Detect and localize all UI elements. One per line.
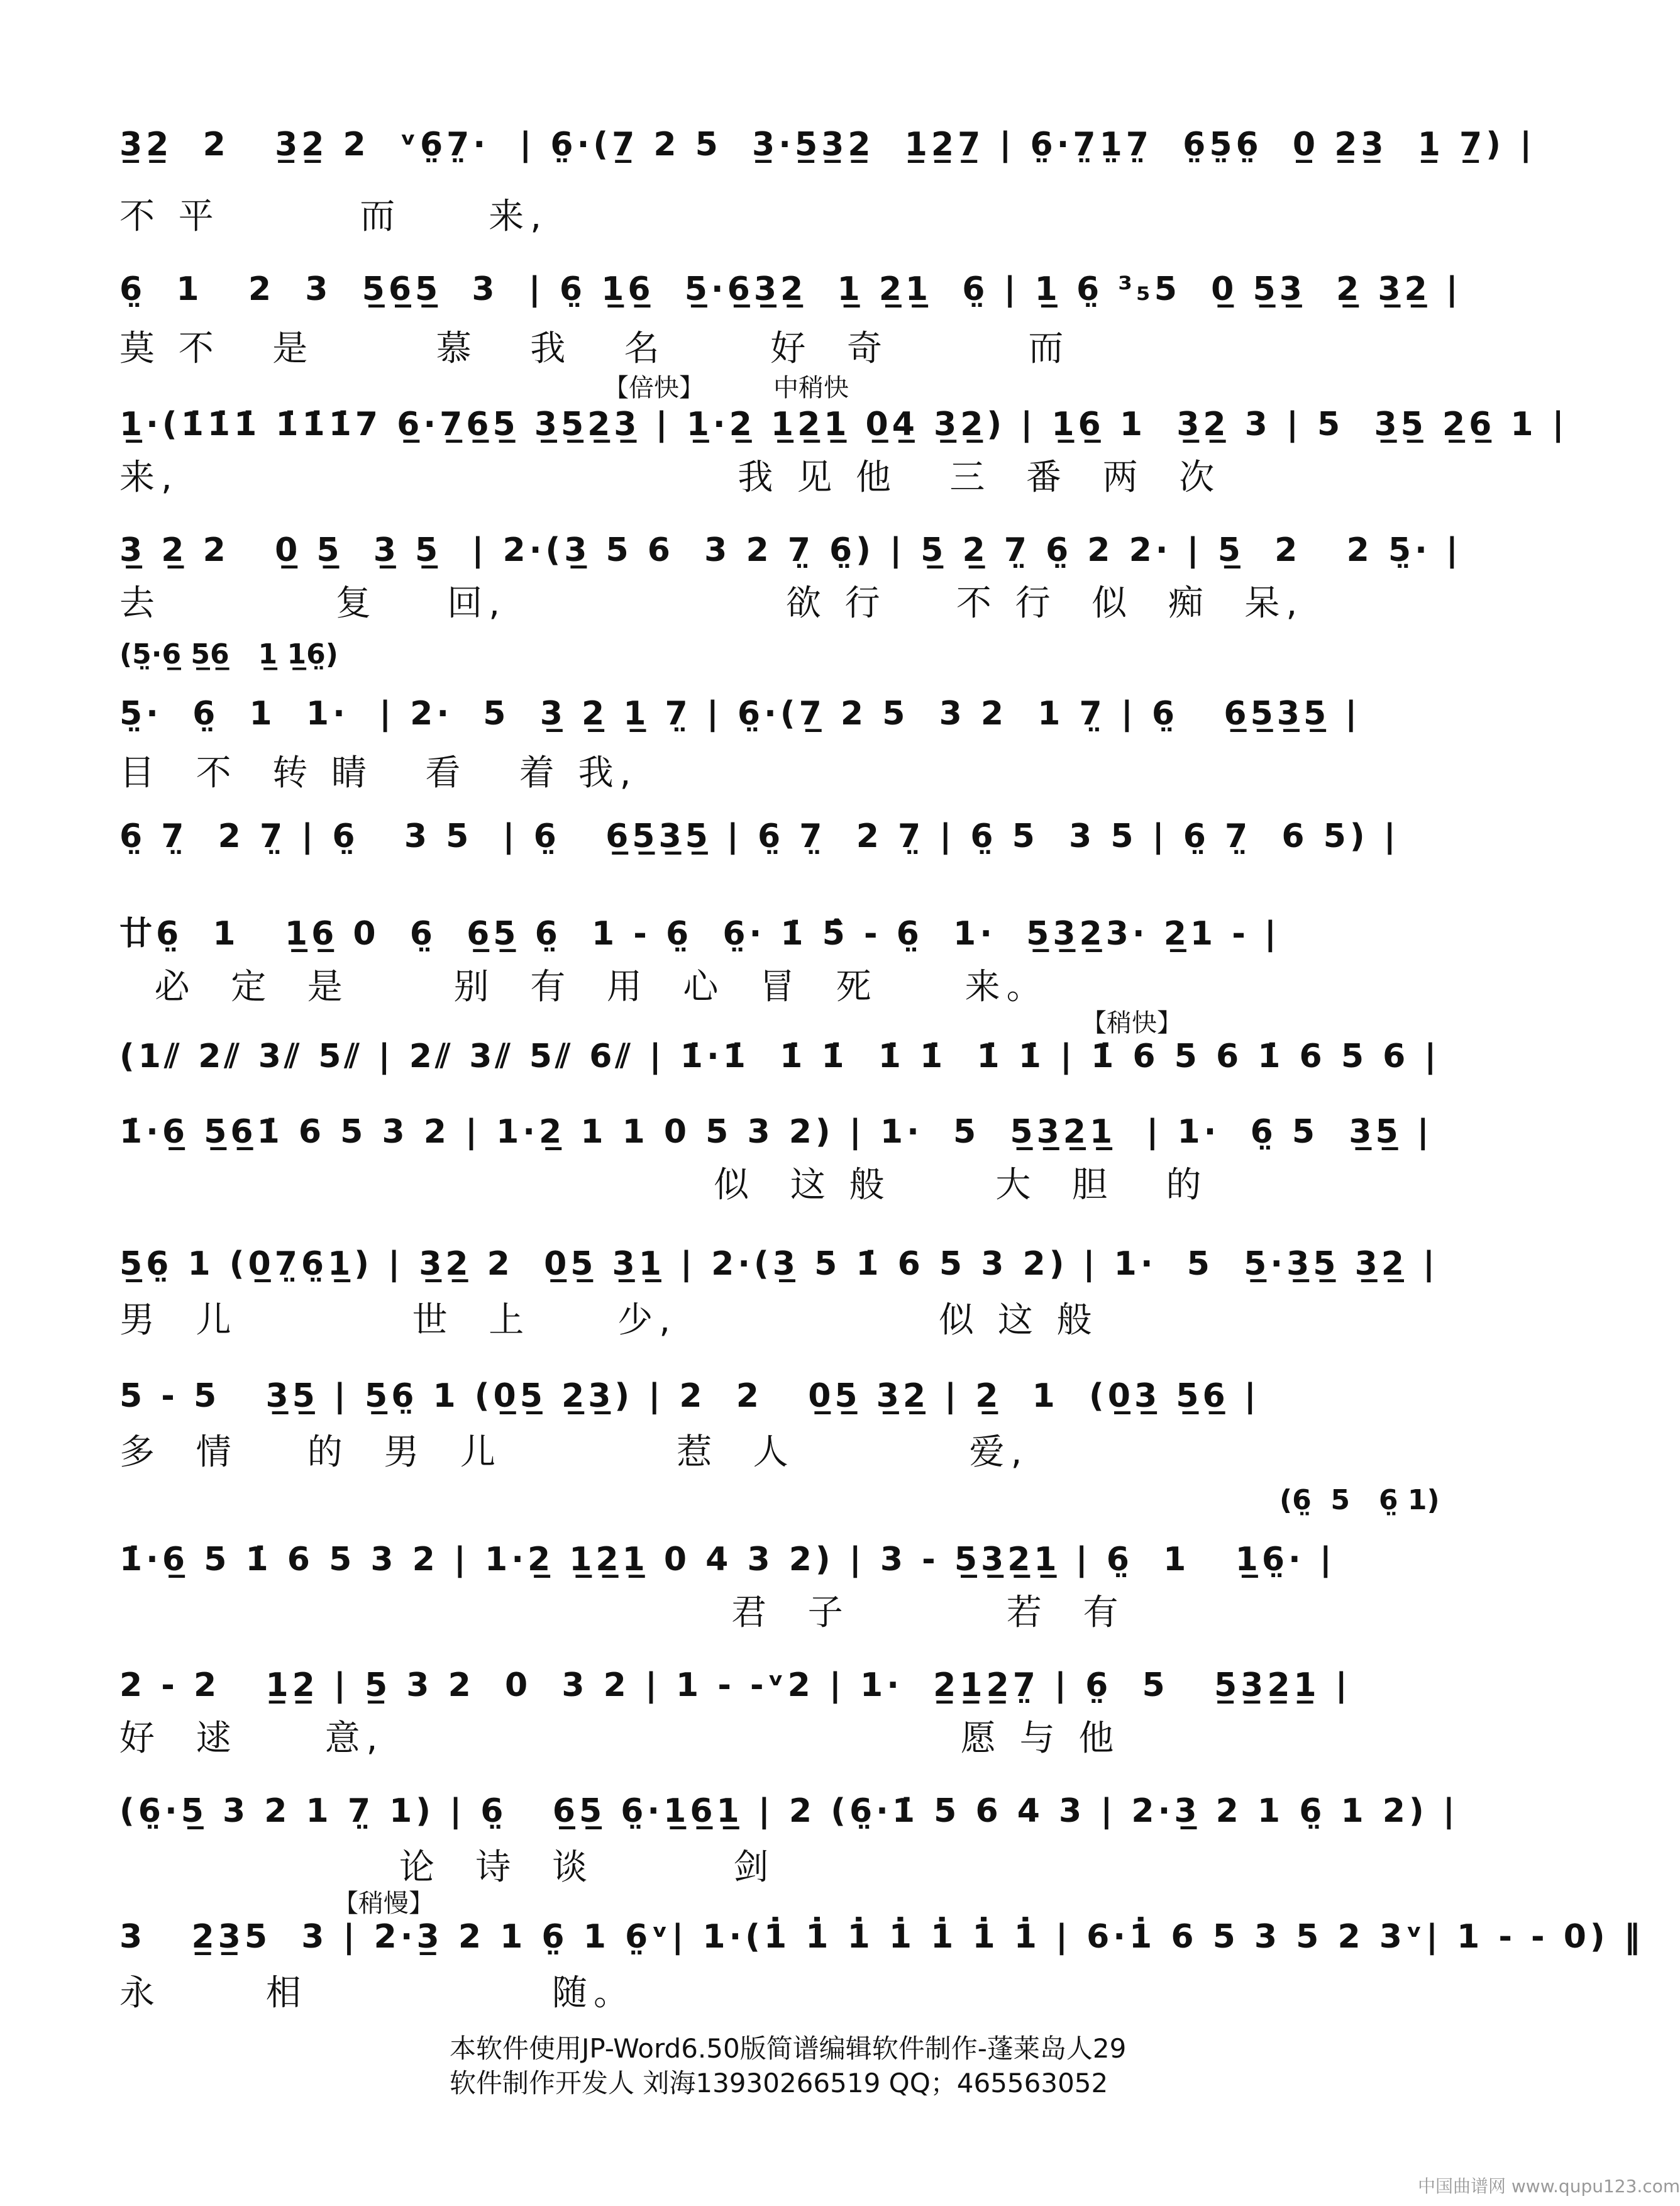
notation-line-5: 5̤· 6̤ 1 1· | 2· 5 3̲ 2̲ 1̲ 7̤ | 6̤·(7̲ 2 5 3 2 1 7̤ | 6̤ 6̲5̲3̲5̲ | bbox=[119, 695, 1361, 733]
lyrics-line-13: 好 逑 意, 愿 与 他 bbox=[119, 1718, 1120, 1759]
notation-line-1: 3̲2̲ 2 3̲2̲ 2 ᵛ6̤7̤· | 6̤·(7̲ 2 5 3̲·5̲3̲2̲ 1̲2̲7̲ | 6̤·7̤1̤7̤ 6̤5̤6̤ 0̲ 2̲3̲ 1̲ 7̲) | bbox=[119, 126, 1536, 164]
footer-developer-contact: 软件制作开发人 刘海13930266519 QQ；465563052 bbox=[450, 2068, 1108, 2098]
grace-notes-1: (5̤·6̲ 5̲6̲ 1̲ 1̲6̤) bbox=[119, 638, 338, 670]
lyrics-line-10: 男 儿 世 上 少, 似 这 般 bbox=[119, 1300, 1098, 1341]
tempo-mark-shaoman: 【稍慢】 bbox=[333, 1889, 434, 1918]
notation-line-2: 6̤ 1 2 3 5̲6̲5̲ 3 | 6̤ 1̲6̲ 5̲·6̲3̲2̲ 1̲ 2̲1̲ 6̤ | 1̲ 6̤ ³₅5 0̲ 5̲3̲ 2̲ 3̲2̲ | bbox=[119, 270, 1462, 308]
notation-line-11: 5 - 5 3̲5̲ | 5̲6̤ 1 (0̲5̲ 2̲3̲) | 2 2 0̲5̲ 3̲2̲ | 2̲ 1 (0̲3̲ 5̲6̲ | bbox=[119, 1377, 1260, 1415]
notation-line-15: 3 2̲3̲5 3 | 2·3̲ 2 1 6̤ 1 6̤ᵛ| 1·(1̇ 1̇ 1̇ 1̇ 1̇ 1̇ 1̇ | 6·1̇ 6 5 3 5 2 3ᵛ| 1 - - 0) ‖ bbox=[119, 1918, 1644, 1956]
notation-line-8: (1⫽ 2⫽ 3⫽ 5⫽ | 2⫽ 3⫽ 5⫽ 6⫽ | 1̇·1̇ 1̇ 1̇ 1̇ 1̇ 1̇ 1̇ | 1̇ 6 5 6 1̇ 6 5 6 | bbox=[119, 1038, 1440, 1075]
notation-line-7: 廿6̤ 1 1̲6̲ 0 6̤ 6̲5̲ 6̤ 1 - 6̤ 6̤· 1̇ 5̂ - 6̤ 1· 5̲3̲2̲3· 2̲1 - | bbox=[119, 915, 1280, 953]
lyrics-line-3: 来, 我 见 他 三 番 两 次 bbox=[119, 457, 1221, 498]
notation-line-3: 1̲·(1̇1̇1̇ 1̇1̇1̇7 6̲·7̲6̲5̲ 3̲5̲2̲3̲ | 1̲·2̲ 1̲2̲1̲ 0̲4̲ 3̲2̲) | 1̲6̲ 1 3̲2̲ 3 | 5 3̲5̲ 2̲6̲ 1 | bbox=[119, 406, 1568, 443]
site-logo: 中国曲谱网 www.qupu123.com bbox=[1418, 2176, 1680, 2197]
tempo-mark-zhongshaokuai: 中稍快 bbox=[773, 374, 849, 402]
notation-line-12: 1̇·6̲ 5 1̇ 6 5 3 2 | 1·2̲ 1̲2̲1̲ 0 4 3 2) | 3 - 5̲3̲2̲1̲ | 6̤ 1 1̲6̤· | bbox=[119, 1541, 1335, 1578]
lyrics-line-5: 目 不 转 睛 看 着 我, bbox=[119, 753, 638, 794]
tempo-mark-shaokuai: 【稍快】 bbox=[1081, 1009, 1182, 1038]
notation-line-6: 6̤ 7̤ 2 7̤ | 6̤ 3 5 | 6̤ 6̲5̲3̲5̲ | 6̤ 7̤ 2 7̤ | 6̤ 5 3 5 | 6̤ 7̤ 6 5) | bbox=[119, 818, 1400, 855]
lyrics-line-11: 多 情 的 男 儿 惹 人 爱, bbox=[119, 1432, 1029, 1473]
lyrics-line-2: 莫 不 是 慕 我 名 好 奇 而 bbox=[119, 328, 1070, 369]
notation-line-10: 5̲6̤ 1 (0̲7̤6̤1̲) | 3̲2̲ 2 0̲5̲ 3̲1̲ | 2·(3̲ 5 1̇ 6 5 3 2) | 1· 5 5̲·3̲5̲ 3̲2̲ | bbox=[119, 1245, 1439, 1283]
grace-notes-2: (6̤ 5 6̤ 1) bbox=[1279, 1484, 1440, 1516]
lyrics-line-14: 论 诗 谈 剑 bbox=[119, 1847, 775, 1888]
lyrics-line-1: 不 平 而 来, bbox=[119, 196, 548, 237]
notation-line-14: (6̤·5̲ 3 2 1 7̤ 1) | 6̤ 6̲5̲ 6̤·1̲6̲1̲ | 2 (6̤·1̇ 5 6 4 3 | 2·3̲ 2 1 6̤ 1 2) | bbox=[119, 1792, 1459, 1830]
notation-line-4: 3̲ 2̲ 2 0̲ 5̲ 3̲ 5̲ | 2·(3̲ 5 6 3 2 7̤ 6̤) | 5̲ 2̲ 7̤ 6̤ 2 2· | 5̲ 2 2 5̤· | bbox=[119, 531, 1462, 569]
lyrics-line-4: 去 复 回, 欲 行 不 行 似 痴 呆, bbox=[119, 583, 1304, 624]
notation-line-9: 1̇·6̲ 5̲6̲1̇ 6 5 3 2 | 1·2̲ 1 1 0 5 3 2) | 1· 5 5̲3̲2̲1̲ | 1· 6̤ 5 3̲5̲ | bbox=[119, 1113, 1433, 1151]
lyrics-line-15: 永 相 随。 bbox=[119, 1973, 636, 2014]
notation-line-13: 2 - 2 1̲2̲ | 5̲ 3 2 0 3 2 | 1 - -ᵛ2 | 1· 2̲1̲2̲7̤ | 6̤ 5 5̲3̲2̲1̲ | bbox=[119, 1666, 1351, 1704]
lyrics-line-7: 必 定 是 别 有 用 心 冒 死 来。 bbox=[119, 967, 1048, 1007]
lyrics-line-9: 似 这 般 大 胆 的 bbox=[119, 1165, 1208, 1206]
tempo-mark-beikuai: 【倍快】 bbox=[604, 374, 704, 402]
footer-software-credit: 本软件使用JP-Word6.50版简谱编辑软件制作-蓬莱岛人29 bbox=[450, 2033, 1127, 2064]
lyrics-line-12: 君 子 若 有 bbox=[119, 1592, 1125, 1633]
